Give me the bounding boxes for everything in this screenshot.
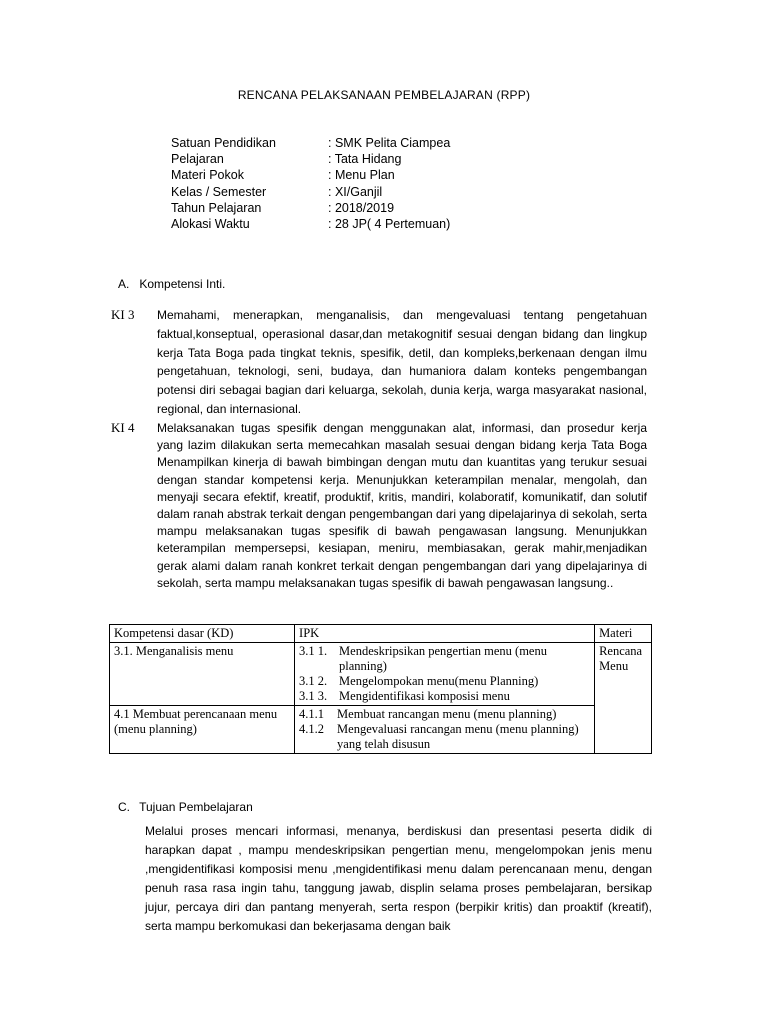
identity-row — [171, 151, 450, 167]
materi-cell: Rencana Menu — [595, 643, 652, 754]
identity-row — [171, 200, 450, 216]
section-a-heading — [118, 277, 225, 291]
document-title: RENCANA PELAKSANAAN PEMBELAJARAN (RPP) — [237, 88, 531, 102]
ipk-number: 4.1.1 — [299, 707, 325, 721]
section-letter: A. — [118, 277, 130, 291]
section-letter: C. — [118, 800, 130, 814]
section-title: Kompetensi Inti. — [139, 277, 226, 291]
tujuan-paragraph: Melalui proses mencari informasi, menanya, berdiskusi dan presentasi peserta didik di harapkan dapat , mampu mendeskripsikan pengertian menu, mengelompokan jenis menu ,mengidentifikasi komposisi menu ,mengidentifikasi menu dalam perencanaan menu, dengan penuh rasa rasa ingin tahu, tanggung jawab, displin selama proses pembelajaran, bersikap jujur, percaya diri dan pantang menyerah, serta respon (berpikir kritis) dan proaktif (kreatif), serta mampu berkomukasi dan bekerjasama dengan baik — [145, 824, 652, 933]
ipk-item — [299, 674, 590, 689]
ipk-number: 3.1 3. — [299, 689, 328, 703]
header-materi: Materi — [595, 625, 652, 643]
kd-cell: 3.1. Menganalisis menu — [110, 643, 295, 706]
ipk-cell — [295, 643, 595, 706]
ki3-label: KI 3 — [111, 307, 135, 322]
ipk-text: Mengevaluasi rancangan menu (menu planning) yang telah disusun — [337, 722, 579, 751]
identity-row — [171, 184, 450, 200]
ki3-text: Memahami, menerapkan, menganalisis, dan mengevaluasi tentang pengetahuan faktual,konseptual, operasional dasar,dan metakognitif sesuai dengan bidang dan lingkup kerja Tata Boga pada tingkat teknis, spesifik, detil, dan kompleks,berkenaan dengan ilmu pengetahuan, teknologi, seni, budaya, dan humaniora dalam konteks pengembangan potensi diri sebagai bagian dari keluarga, sekolah, dunia kerja, warga masyarakat nasional, regional, dan internasional. — [157, 308, 647, 416]
identity-row — [171, 167, 450, 183]
ipk-number: 3.1 1. — [299, 644, 328, 658]
ipk-text: Mengidentifikasi komposisi menu — [339, 689, 510, 703]
header-ipk: IPK — [295, 625, 595, 643]
section-title: Tujuan Pembelajaran — [139, 800, 253, 814]
identity-label: Pelajaran — [171, 152, 224, 167]
ipk-item — [299, 722, 590, 752]
identity-row — [171, 216, 450, 232]
ipk-cell — [295, 706, 595, 754]
ki4-label: KI 4 — [111, 420, 135, 435]
identity-value: : 28 JP( 4 Pertemuan) — [328, 216, 451, 231]
ipk-number: 4.1.2 — [299, 722, 325, 736]
kd-cell: 4.1 Membuat perencanaan menu (menu planning) — [110, 706, 295, 754]
identity-value: : XI/Ganjil — [328, 184, 383, 199]
ipk-item — [299, 689, 590, 704]
identity-label: Kelas / Semester — [171, 184, 267, 199]
section-c-heading — [118, 800, 253, 814]
ki4-text: Melaksanakan tugas spesifik dengan menggunakan alat, informasi, dan prosedur kerja yang lazim dilakukan serta memecahkan masalah sesuai dengan bidang kerja Tata Boga Menampilkan kinerja di bawah bimbingan dengan mutu dan kuantitas yang terukur sesuai dengan standar kompetensi kerja. Menunjukkan keterampilan menalar, mengolah, dan menyaji secara efektif, kreatif, produktif, kritis, mandiri, kolaboratif, komunikatif, dan solutif dalam ranah abstrak terkait dengan pengembangan dari yang dipelajarinya di sekolah, serta mampu melaksanakan tugas spesifik di bawah pengawasan langsung. Menunjukkan keterampilan mempersepsi, kesiapan, meniru, membiasakan, gerak mahir,menjadikan gerak alami dalam ranah konkret terkait dengan pengembangan dari yang dipelajarinya di sekolah, serta mampu melaksanakan tugas spesifik di bawah pengawasan langsung.. — [157, 421, 647, 590]
identity-value: : Menu Plan — [328, 168, 395, 183]
ipk-text: Mendeskripsikan pengertian menu (menu planning) — [339, 644, 547, 673]
identity-label: Satuan Pendidikan — [171, 136, 276, 150]
identity-value: : Tata Hidang — [328, 152, 402, 167]
table-row — [110, 706, 652, 754]
ipk-text: Membuat rancangan menu (menu planning) — [337, 707, 557, 721]
table-row — [110, 643, 652, 706]
identity-value: : 2018/2019 — [328, 200, 395, 215]
identity-label: Tahun Pelajaran — [171, 200, 262, 215]
ipk-number: 3.1 2. — [299, 674, 328, 688]
ipk-item — [299, 644, 590, 674]
header-kd: Kompetensi dasar (KD) — [110, 625, 295, 643]
table-header-row — [110, 625, 652, 643]
identity-label: Materi Pokok — [171, 168, 244, 183]
identity-value: : SMK Pelita Ciampea — [328, 136, 451, 150]
identity-row — [171, 135, 450, 151]
identity-label: Alokasi Waktu — [171, 216, 250, 231]
competency-table — [109, 624, 652, 754]
ipk-text: Mengelompokan menu(menu Planning) — [339, 674, 539, 688]
ipk-item — [299, 707, 590, 722]
identity-block — [171, 135, 450, 232]
